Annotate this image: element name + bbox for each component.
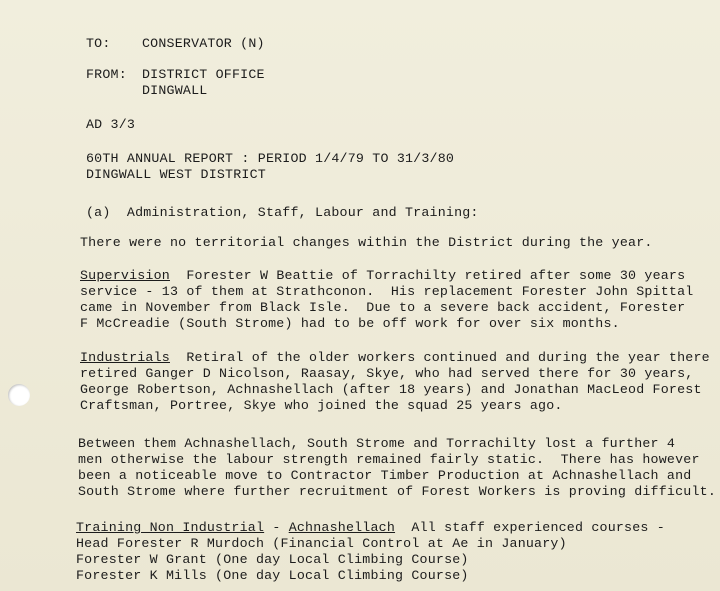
to-label: TO: bbox=[86, 36, 111, 51]
section-a-heading: (a) Administration, Staff, Labour and Training: bbox=[86, 205, 479, 220]
industrials-line4: Craftsman, Portree, Skye who joined the squad 25 years ago. bbox=[80, 398, 563, 413]
training-dash: - bbox=[264, 520, 289, 535]
from-label: FROM: bbox=[86, 67, 127, 82]
reference: AD 3/3 bbox=[86, 117, 136, 132]
industrials-text-1: Retiral of the older workers continued and during the year there bbox=[169, 350, 710, 365]
training-line3: Forester W Grant (One day Local Climbing Course) bbox=[76, 552, 469, 567]
report-title: 60TH ANNUAL REPORT : PERIOD 1/4/79 TO 31/3/80 bbox=[86, 151, 455, 166]
training-line1 bbox=[76, 520, 665, 536]
industrials-heading: Industrials bbox=[80, 350, 170, 365]
training-intro: All staff experienced courses - bbox=[395, 520, 665, 535]
industrials-line1 bbox=[80, 350, 710, 366]
labour-line2: men otherwise the labour strength remained fairly static. There has however bbox=[78, 452, 700, 467]
training-heading: Training Non Industrial bbox=[76, 520, 265, 535]
supervision-line3: came in November from Black Isle. Due to a severe back accident, Forester bbox=[80, 300, 686, 315]
territorial-paragraph: There were no territorial changes within the District during the year. bbox=[80, 235, 653, 250]
training-line4: Forester K Mills (One day Local Climbing Course) bbox=[76, 568, 469, 583]
supervision-text-1: Forester W Beattie of Torrachilty retired after some 30 years bbox=[169, 268, 686, 283]
supervision-line1 bbox=[80, 268, 685, 284]
training-location: Achnashellach bbox=[288, 520, 396, 535]
supervision-heading: Supervision bbox=[80, 268, 170, 283]
labour-line3: been a noticeable move to Contractor Timber Production at Achnashellach and bbox=[78, 468, 692, 483]
labour-line4: South Strome where further recruitment of Forest Workers is proving difficult. bbox=[78, 484, 716, 499]
industrials-line3: George Robertson, Achnashellach (after 18 years) and Jonathan MacLeod Forest bbox=[80, 382, 702, 397]
supervision-line2: service - 13 of them at Strathconon. His replacement Forester John Spittal bbox=[80, 284, 694, 299]
punch-hole bbox=[8, 384, 30, 406]
supervision-line4: F McCreadie (South Strome) had to be off work for over six months. bbox=[80, 316, 620, 331]
industrials-line2: retired Ganger D Nicolson, Raasay, Skye, who had served there for 30 years, bbox=[80, 366, 694, 381]
from-value-line1: DISTRICT OFFICE bbox=[142, 67, 265, 82]
district-name: DINGWALL WEST DISTRICT bbox=[86, 167, 266, 182]
to-value: CONSERVATOR (N) bbox=[142, 36, 265, 51]
labour-line1: Between them Achnashellach, South Strome and Torrachilty lost a further 4 bbox=[78, 436, 676, 451]
training-line2: Head Forester R Murdoch (Financial Control at Ae in January) bbox=[76, 536, 567, 551]
from-value-line2: DINGWALL bbox=[142, 83, 208, 98]
